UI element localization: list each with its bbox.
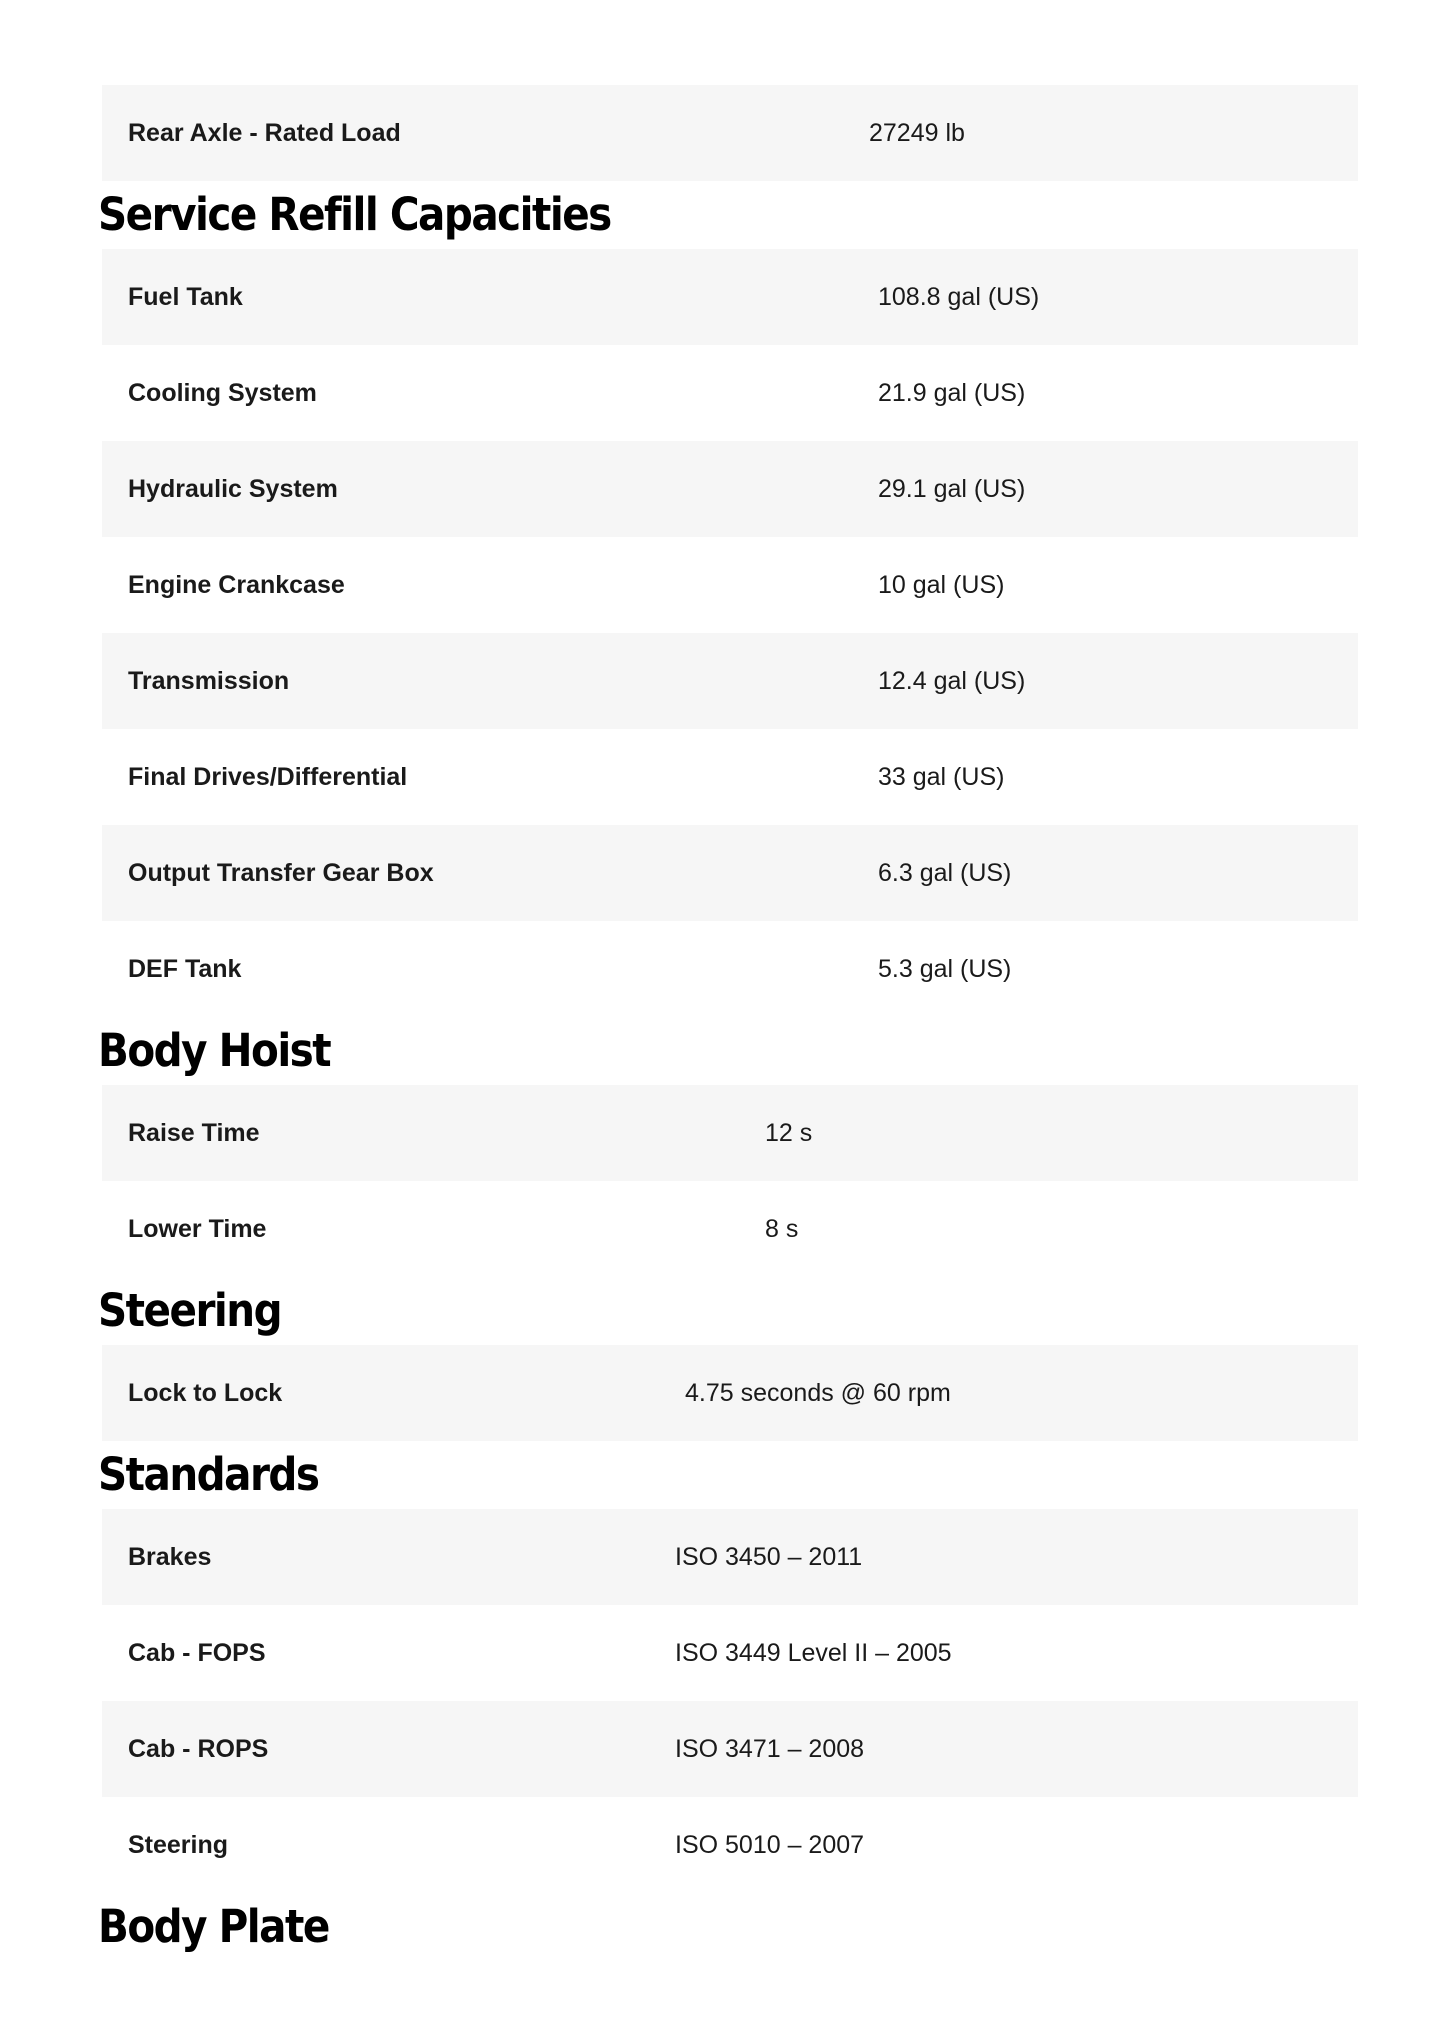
spec-row [102,1509,1358,1605]
spec-section [98,188,1358,1017]
spec-label: Cooling System [128,379,317,407]
section-heading: Service Refill Capacities [98,188,611,241]
spec-value: 12.4 gal (US) [878,667,1026,695]
section-heading: Standards [98,1448,319,1501]
spec-row [102,85,1358,181]
spec-label: Cab - FOPS [128,1639,266,1667]
spec-value: ISO 3450 – 2011 [675,1543,863,1571]
spec-table [102,1509,1358,1893]
spec-value: 21.9 gal (US) [878,379,1026,407]
spec-row [102,825,1358,921]
spec-value: 6.3 gal (US) [878,859,1012,887]
spec-section [102,85,1358,181]
spec-row [102,1085,1358,1181]
spec-value: 29.1 gal (US) [878,475,1026,503]
spec-row [102,633,1358,729]
spec-label: Steering [128,1831,229,1859]
section-heading: Body Hoist [98,1024,331,1077]
spec-label: Brakes [128,1543,212,1571]
spec-row [102,921,1358,1017]
spec-table [102,1085,1358,1277]
spec-label: Lower Time [128,1215,267,1243]
spec-row [102,729,1358,825]
spec-row [102,1797,1358,1893]
spec-section [98,1284,1358,1441]
spec-table [102,85,1358,181]
spec-value: 4.75 seconds @ 60 rpm [685,1379,951,1407]
spec-label: DEF Tank [128,955,242,983]
spec-section [98,1900,1358,1953]
spec-label: Rear Axle - Rated Load [128,119,401,147]
spec-table [102,1345,1358,1441]
section-heading: Body Plate [98,1900,329,1953]
spec-row [102,1605,1358,1701]
spec-label: Lock to Lock [128,1379,283,1407]
spec-value: 5.3 gal (US) [878,955,1012,983]
spec-row [102,1181,1358,1277]
spec-label: Fuel Tank [128,283,243,311]
spec-value: 10 gal (US) [878,571,1005,599]
spec-row [102,1701,1358,1797]
spec-row [102,345,1358,441]
spec-section [98,1024,1358,1277]
spec-row [102,441,1358,537]
spec-sections [98,85,1358,1953]
section-heading: Steering [98,1284,282,1337]
spec-label: Transmission [128,667,290,695]
spec-value: ISO 3471 – 2008 [675,1735,865,1763]
spec-value: 12 s [765,1119,813,1147]
spec-table [102,249,1358,1017]
spec-value: 108.8 gal (US) [878,283,1040,311]
spec-label: Final Drives/Differential [128,763,408,791]
spec-value: ISO 5010 – 2007 [675,1831,865,1859]
spec-label: Hydraulic System [128,475,338,503]
spec-section [98,1448,1358,1893]
spec-row [102,537,1358,633]
spec-value: ISO 3449 Level II – 2005 [675,1639,952,1667]
spec-value: 33 gal (US) [878,763,1005,791]
spec-label: Cab - ROPS [128,1735,269,1763]
spec-value: 27249 lb [869,119,965,147]
spec-label: Raise Time [128,1119,260,1147]
spec-label: Output Transfer Gear Box [128,859,434,887]
spec-row [102,1345,1358,1441]
spec-row [102,249,1358,345]
spec-label: Engine Crankcase [128,571,345,599]
spec-value: 8 s [765,1215,799,1243]
